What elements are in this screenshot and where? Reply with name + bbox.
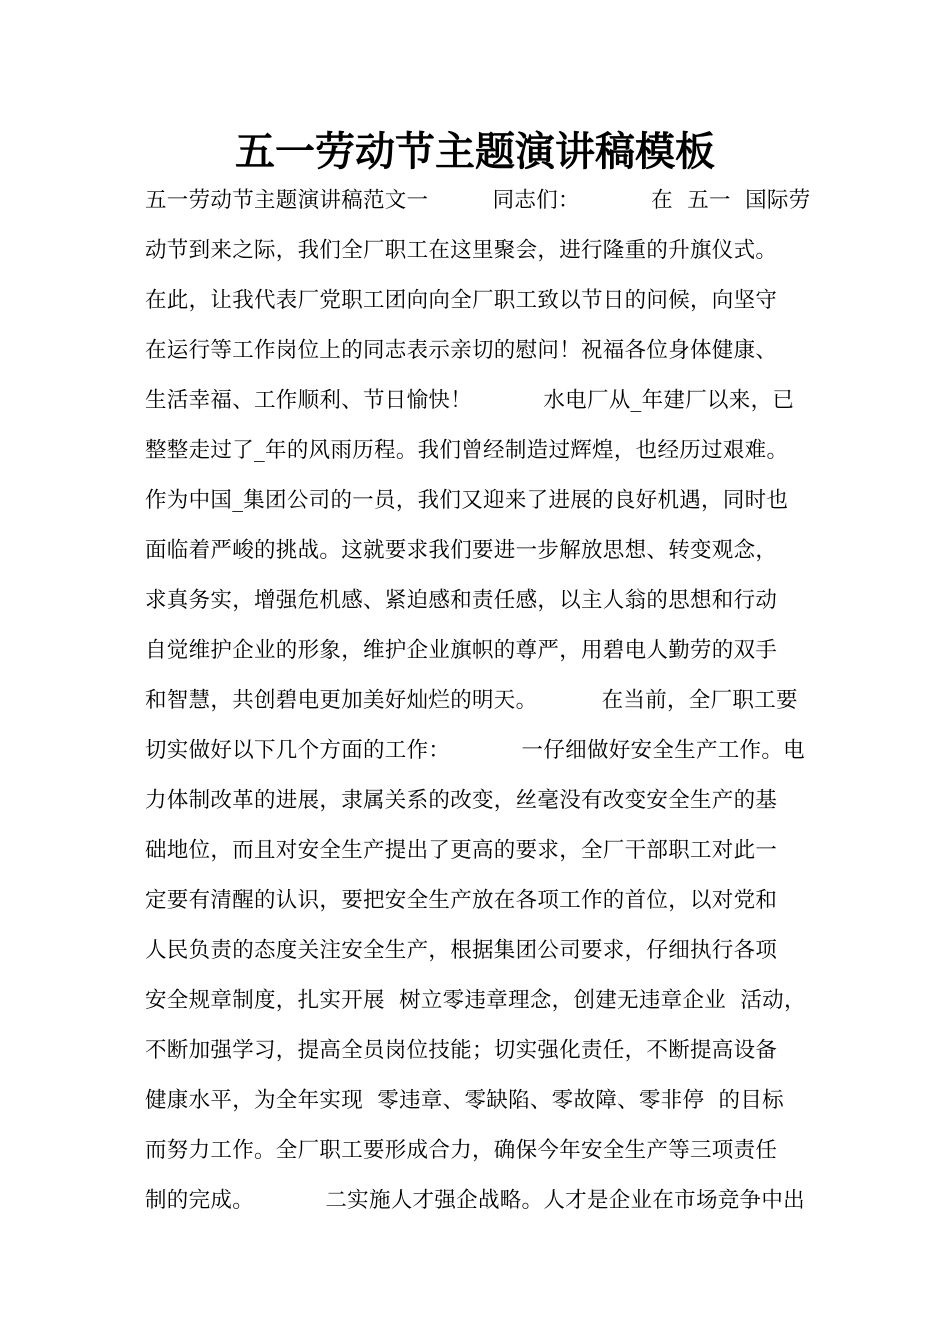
body-line: 在此，让我代表厂党职工团向向全厂职工致以节日的问候，向坚守 [145,288,778,313]
body-line: 在运行等工作岗位上的同志表示亲切的慰问！祝福各位身体健康、 [145,338,778,363]
document-body [145,176,825,1226]
body-line: 整整走过了_年的风雨历程。我们曾经制造过辉煌，也经历过艰难。 [145,438,789,463]
body-line: 人民负责的态度关注安全生产，根据集团公司要求，仔细执行各项 [145,938,778,963]
body-line: 自觉维护企业的形象，维护企业旗帜的尊严，用碧电人勤劳的双手 [145,638,778,663]
body-line: 动节到来之际，我们全厂职工在这里聚会，进行隆重的升旗仪式。 [145,238,778,263]
document-title: 五一劳动节主题演讲稿模板 [235,129,715,175]
body-line: 安全规章制度，扎实开展 树立零违章理念，创建无违章企业 活动， [145,988,806,1013]
body-line: 制的完成。 二实施人才强企战略。人才是企业在市场竞争中出 [145,1188,805,1213]
body-line: 求真务实，增强危机感、紧迫感和责任感，以主人翁的思想和行动 [145,588,778,613]
body-line: 础地位，而且对安全生产提出了更高的要求，全厂干部职工对此一 [145,838,778,863]
body-line: 五一劳动节主题演讲稿范文一 同志们： 在 五一 国际劳 [145,188,811,213]
body-line: 力体制改革的进展，隶属关系的改变，丝毫没有改变安全生产的基 [145,788,778,813]
body-line: 面临着严峻的挑战。这就要求我们要进一步解放思想、转变观念， [145,538,778,563]
body-line: 和智慧，共创碧电更加美好灿烂的明天。 在当前，全厂职工要 [145,688,798,713]
body-line: 而努力工作。全厂职工要形成合力，确保今年安全生产等三项责任 [145,1138,778,1163]
body-line: 定要有清醒的认识，要把安全生产放在各项工作的首位，以对党和 [145,888,778,913]
body-line: 切实做好以下几个方面的工作： 一仔细做好安全生产工作。电 [145,738,805,763]
body-line: 不断加强学习，提高全员岗位技能；切实强化责任，不断提高设备 [145,1038,778,1063]
body-line: 健康水平，为全年实现 零违章、零缺陷、零故障、零非停 的目标 [145,1088,784,1113]
body-line: 作为中国_集团公司的一员，我们又迎来了进展的良好机遇，同时也 [145,488,789,513]
body-line: 生活幸福、工作顺利、节日愉快！ 水电厂从_年建厂以来，已 [145,388,795,413]
